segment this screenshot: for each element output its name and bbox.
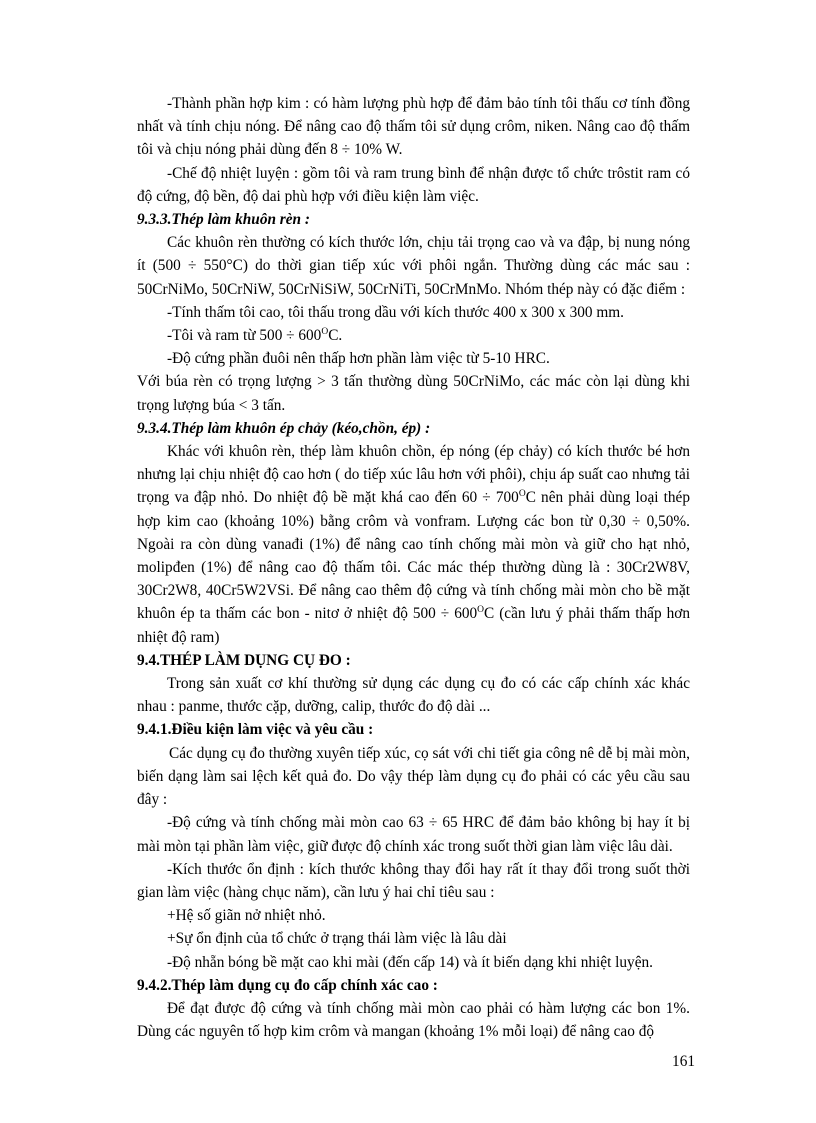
tempering-text: -Tôi và ram từ 500 ÷ 600 xyxy=(167,327,322,345)
paragraph-extrusion-die xyxy=(137,440,690,649)
paragraph-hardness-requirement: -Độ cứng và tính chống mài mòn cao 63 ÷ 65 HRC để đảm bảo không bị hay ít bị mài mòn tại phần làm việc, giữ được độ chính xác trong suốt thời gian làm việc lâu dài. xyxy=(137,814,690,855)
page-number: 161 xyxy=(672,1053,695,1070)
heading-extrusion-die-steel: 9.3.4.Thép làm khuôn ép chảy (kéo,chồn, ép) : xyxy=(137,419,431,437)
paragraph-surface-finish: -Độ nhẵn bóng bề mặt cao khi mài (đến cấp 14) và ít biến dạng khi nhiệt luyện. xyxy=(167,953,653,971)
paragraph-working-conditions: Các dụng cụ đo thường xuyên tiếp xúc, cọ sát với chi tiết gia công nê dễ bị mài mòn, biến dạng làm sai lệch kết quả đo. Do vậy thép làm dụng cụ đo phải có các yêu cầu sau đây : xyxy=(137,744,690,809)
heading-high-precision-steel: 9.4.2.Thép làm dụng cụ đo cấp chính xác cao : xyxy=(137,976,438,994)
paragraph-alloy-composition: -Thành phần hợp kim : có hàm lượng phù hợp để đảm bảo tính tôi thấu cơ tính đồng nhất và tính chịu nóng. Để nâng cao độ thấm tôi sử dụng crôm, niken. Nâng cao độ thấm tôi và chịu nóng phải dùng đến 8 ÷ 10% W. xyxy=(137,95,690,159)
paragraph-heat-treatment: -Chế độ nhiệt luyện : gồm tôi và ram trung bình để nhận được tổ chức trôstit ram có độ cứng, độ bền, độ dai phù hợp với điều kiện làm việc. xyxy=(137,164,690,205)
heading-measuring-tool-steel: 9.4.THÉP LÀM DỤNG CỤ ĐO : xyxy=(137,651,351,669)
paragraph-tempering xyxy=(137,324,690,347)
page-body xyxy=(137,92,690,1043)
heading-forging-die-steel: 9.3.3.Thép làm khuôn rèn : xyxy=(137,211,310,229)
tempering-suffix: C. xyxy=(328,327,343,345)
paragraph-high-precision: Để đạt được độ cứng và tính chống mài mòn cao phải có hàm lượng các bon 1%. Dùng các nguyên tố hợp kim crôm và mangan (khoảng 1% mỗi loại) để nâng cao độ xyxy=(137,999,690,1041)
paragraph-forging-die-intro: Các khuôn rèn thường có kích thước lớn, chịu tải trọng cao và va đập, bị nung nóng ít (500 ÷ 550°C) do thời gian tiếp xúc với phôi ngắn. Thường dùng các mác sau : 50CrNiMo, 50CrNiW, 50CrNiSiW, 50CrNiTi, 50CrMnMo. Nhóm thép này có đặc điểm : xyxy=(137,234,690,298)
heading-working-conditions: 9.4.1.Điều kiện làm việc và yêu cầu : xyxy=(137,721,374,739)
degree-superscript: O xyxy=(477,605,485,616)
paragraph-dimension-stability: -Kích thước ổn định : kích thước không thay đổi hay rất ít thay đổi trong suốt thời gian làm việc (hàng chục năm), cần lưu ý hai chỉ tiêu sau : xyxy=(137,860,690,901)
paragraph-measuring-intro: Trong sản xuất cơ khí thường sử dụng các dụng cụ đo có các cấp chính xác khác nhau : panme, thước cặp, dưỡng, calip, thước đo độ dài ... xyxy=(137,675,690,716)
extrusion-text-c: C (cần lưu ý phải thấm thấp hơn nhiệt độ ram) xyxy=(137,605,690,646)
degree-superscript: O xyxy=(321,326,329,337)
paragraph-hammer-weight: Với búa rèn có trọng lượng > 3 tấn thường dùng 50CrNiMo, các mác còn lại dùng khi trọng lượng búa < 3 tấn. xyxy=(137,373,690,414)
extrusion-text-b: C nên phải dùng loại thép hợp kim cao (khoảng 10%) bằng crôm và vonfram. Lượng các bon từ 0,30 ÷ 0,50%. Ngoài ra còn dùng vanađi (1%) để nâng cao tính chống mài mòn và giữ cho hạt nhỏ, molipđen (1%) để nâng cao độ thấm tôi. Các mác thép thường dùng là : 30Cr2W8V, 30Cr2W8, 40Cr5W2VSi. Để nâng cao thêm độ cứng và tính chống mài mòn cho bề mặt khuôn ép ta thấm các bon - nitơ ở nhiệt độ 500 ÷ 600 xyxy=(137,489,690,623)
paragraph-structure-stability: +Sự ổn định của tổ chức ở trạng thái làm việc là lâu dài xyxy=(167,930,507,948)
degree-superscript: O xyxy=(518,489,526,500)
paragraph-hardenability: -Tính thấm tôi cao, tôi thấu trong dầu với kích thước 400 x 300 x 300 mm. xyxy=(167,303,624,321)
paragraph-tail-hardness: -Độ cứng phần đuôi nên thấp hơn phần làm việc từ 5-10 HRC. xyxy=(167,350,550,368)
paragraph-thermal-expansion: +Hệ số giãn nở nhiệt nhỏ. xyxy=(167,907,326,925)
extrusion-text-a: Khác với khuôn rèn, thép làm khuôn chồn, ép nóng (ép chảy) có kích thước bé hơn nhưng lại chịu nhiệt độ cao hơn ( do tiếp xúc lâu hơn với phôi), chịu áp suất cao nhưng tải trọng va đập nhỏ. Do nhiệt độ bề mặt khá cao đến 60 ÷ 700 xyxy=(137,443,690,507)
